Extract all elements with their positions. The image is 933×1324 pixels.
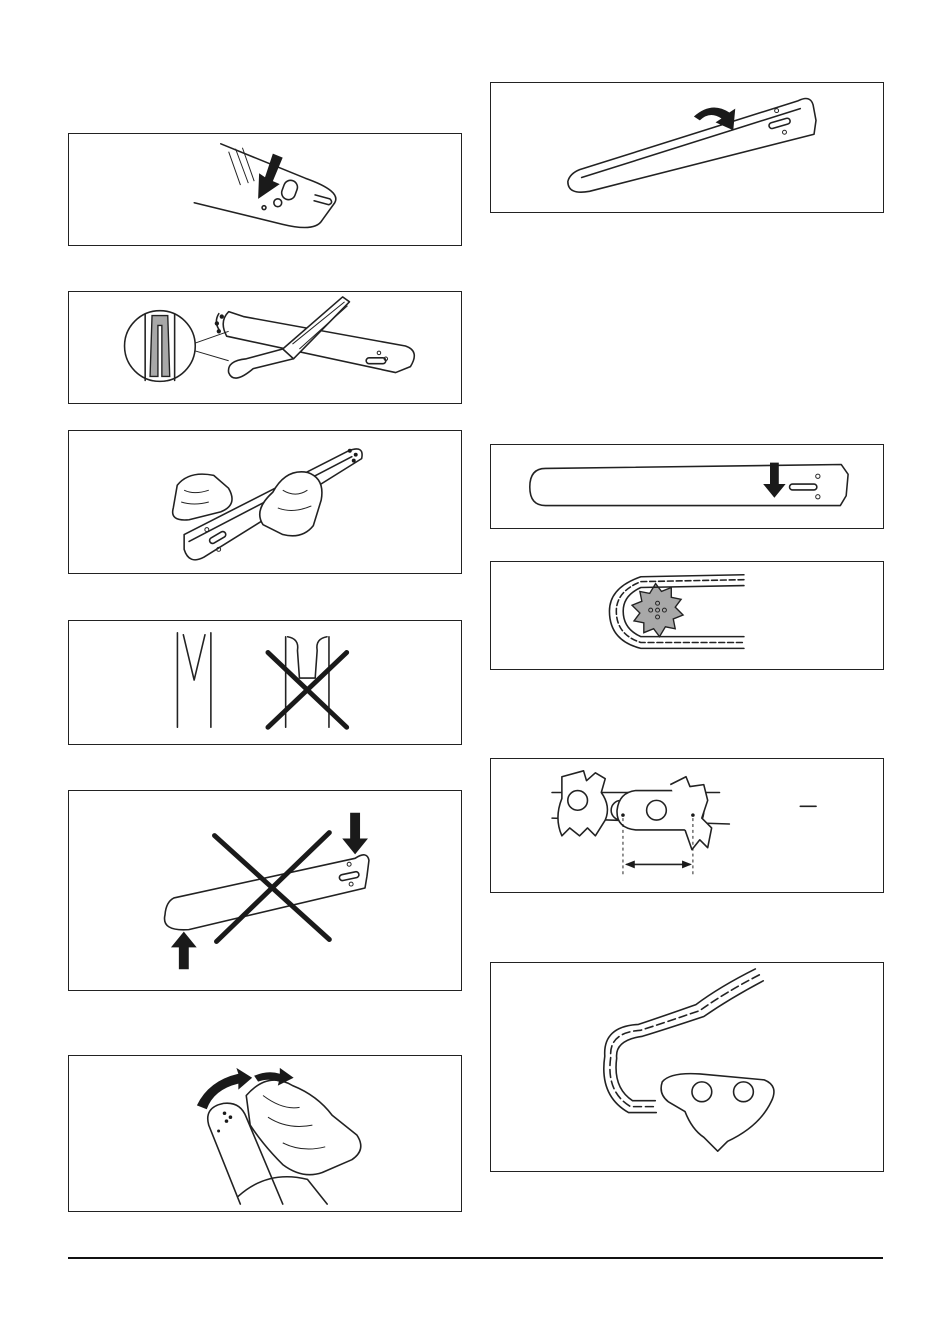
chain-drive-link-illustration bbox=[491, 963, 883, 1171]
footer-rule bbox=[68, 1257, 883, 1259]
groove-comparison-illustration bbox=[69, 621, 461, 744]
bent-bar-crossed-illustration bbox=[69, 791, 461, 990]
figure-bar-oil-hole bbox=[490, 444, 884, 529]
figure-nose-sprocket-rotate bbox=[68, 1055, 462, 1212]
bar-flip-illustration bbox=[491, 83, 883, 212]
nose-sprocket-rotate-illustration bbox=[69, 1056, 461, 1211]
figure-bar-mount-hole bbox=[68, 133, 462, 246]
figure-chain-drive-link bbox=[490, 962, 884, 1172]
bar-groove-file-illustration bbox=[69, 292, 461, 403]
figure-bent-bar-crossed bbox=[68, 790, 462, 991]
chain-pitch-illustration bbox=[491, 759, 883, 892]
figure-chain-on-sprocket bbox=[490, 561, 884, 670]
figure-bar-flip bbox=[490, 82, 884, 213]
chain-on-sprocket-illustration bbox=[491, 562, 883, 669]
figure-bar-edge-filing bbox=[68, 430, 462, 574]
figure-bar-groove-file bbox=[68, 291, 462, 404]
bar-oil-hole-illustration bbox=[491, 445, 883, 528]
figure-chain-pitch bbox=[490, 758, 884, 893]
bar-edge-filing-illustration bbox=[69, 431, 461, 573]
bar-mount-hole-illustration bbox=[69, 134, 461, 245]
figure-groove-comparison bbox=[68, 620, 462, 745]
